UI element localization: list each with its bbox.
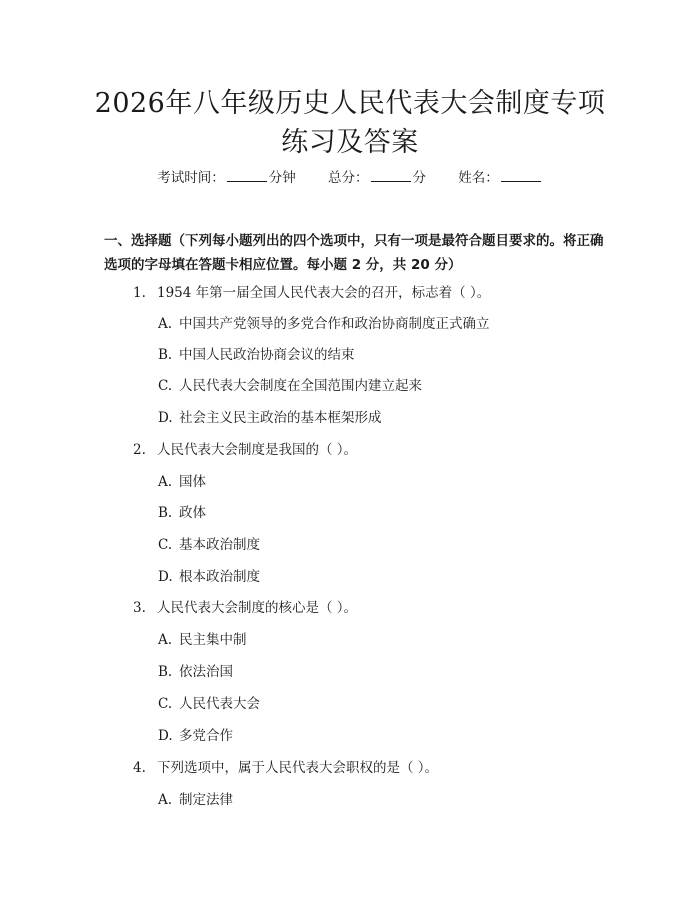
question-text: 下列选项中，属于人民代表大会职权的是（ ）。 bbox=[157, 760, 439, 776]
question-text: 1954 年第一届全国人民代表大会的召开，标志着（ ）。 bbox=[157, 285, 491, 301]
option-letter: C. bbox=[158, 537, 173, 553]
exam-time-blank bbox=[227, 169, 267, 182]
option-text: 国体 bbox=[179, 474, 206, 490]
total-score-unit: 分 bbox=[412, 170, 426, 186]
exam-time-label: 考试时间： bbox=[157, 170, 225, 186]
question-1-option-d bbox=[158, 408, 382, 428]
question-3-option-c bbox=[158, 694, 260, 714]
option-letter: A. bbox=[158, 632, 173, 648]
exam-info-line bbox=[0, 168, 700, 188]
question-4-option-a bbox=[158, 790, 233, 810]
name-label: 姓名： bbox=[458, 170, 499, 186]
question-4 bbox=[133, 758, 438, 778]
question-number: 4. bbox=[133, 760, 146, 776]
question-1 bbox=[133, 283, 490, 303]
option-text: 人民代表大会制度在全国范围内建立起来 bbox=[179, 378, 422, 394]
option-text: 根本政治制度 bbox=[179, 569, 260, 585]
option-letter: D. bbox=[158, 569, 173, 585]
question-3-option-a bbox=[158, 630, 247, 650]
option-text: 社会主义民主政治的基本框架形成 bbox=[179, 410, 382, 426]
option-letter: C. bbox=[158, 378, 173, 394]
question-2-option-a bbox=[158, 472, 206, 492]
question-3 bbox=[133, 598, 357, 618]
question-2 bbox=[133, 440, 357, 460]
question-2-option-b bbox=[158, 503, 206, 523]
question-number: 3. bbox=[133, 600, 146, 616]
question-2-option-d bbox=[158, 567, 260, 587]
name-field bbox=[458, 168, 543, 188]
question-3-option-b bbox=[158, 662, 233, 682]
question-2-option-c bbox=[158, 535, 260, 555]
page-title: 2026年八年级历史人民代表大会制度专项练习及答案 bbox=[94, 88, 606, 158]
option-letter: B. bbox=[158, 347, 173, 363]
total-score-label: 总分： bbox=[328, 170, 369, 186]
question-number: 1. bbox=[133, 285, 146, 301]
question-text: 人民代表大会制度的核心是（ ）。 bbox=[157, 600, 358, 616]
option-text: 制定法律 bbox=[179, 792, 233, 808]
option-text: 中国共产党领导的多党合作和政治协商制度正式确立 bbox=[179, 316, 490, 332]
option-text: 多党合作 bbox=[179, 728, 233, 744]
question-1-option-c bbox=[158, 376, 422, 396]
option-letter: C. bbox=[158, 696, 173, 712]
option-letter: A. bbox=[158, 474, 173, 490]
option-text: 政体 bbox=[179, 505, 206, 521]
name-blank bbox=[501, 169, 541, 182]
total-score-blank bbox=[371, 169, 411, 182]
section-heading: 一、选择题（下列每小题列出的四个选项中，只有一项是最符合题目要求的。将正确选项的字母填在答题卡相应位置。每小题 2 分，共 20 分） bbox=[104, 233, 604, 273]
option-text: 依法治国 bbox=[179, 664, 233, 680]
option-letter: B. bbox=[158, 505, 173, 521]
option-letter: A. bbox=[158, 316, 173, 332]
question-number: 2. bbox=[133, 442, 146, 458]
total-score-field bbox=[328, 168, 426, 188]
question-text: 人民代表大会制度是我国的（ ）。 bbox=[157, 442, 358, 458]
option-text: 中国人民政治协商会议的结束 bbox=[179, 347, 355, 363]
option-text: 人民代表大会 bbox=[179, 696, 260, 712]
exam-time-field bbox=[157, 168, 296, 188]
option-text: 基本政治制度 bbox=[179, 537, 260, 553]
question-1-option-a bbox=[158, 314, 490, 334]
option-letter: D. bbox=[158, 728, 173, 744]
option-letter: A. bbox=[158, 792, 173, 808]
exam-time-unit: 分钟 bbox=[268, 170, 296, 186]
question-3-option-d bbox=[158, 726, 233, 746]
question-1-option-b bbox=[158, 345, 355, 365]
option-letter: B. bbox=[158, 664, 173, 680]
option-text: 民主集中制 bbox=[179, 632, 247, 648]
option-letter: D. bbox=[158, 410, 173, 426]
